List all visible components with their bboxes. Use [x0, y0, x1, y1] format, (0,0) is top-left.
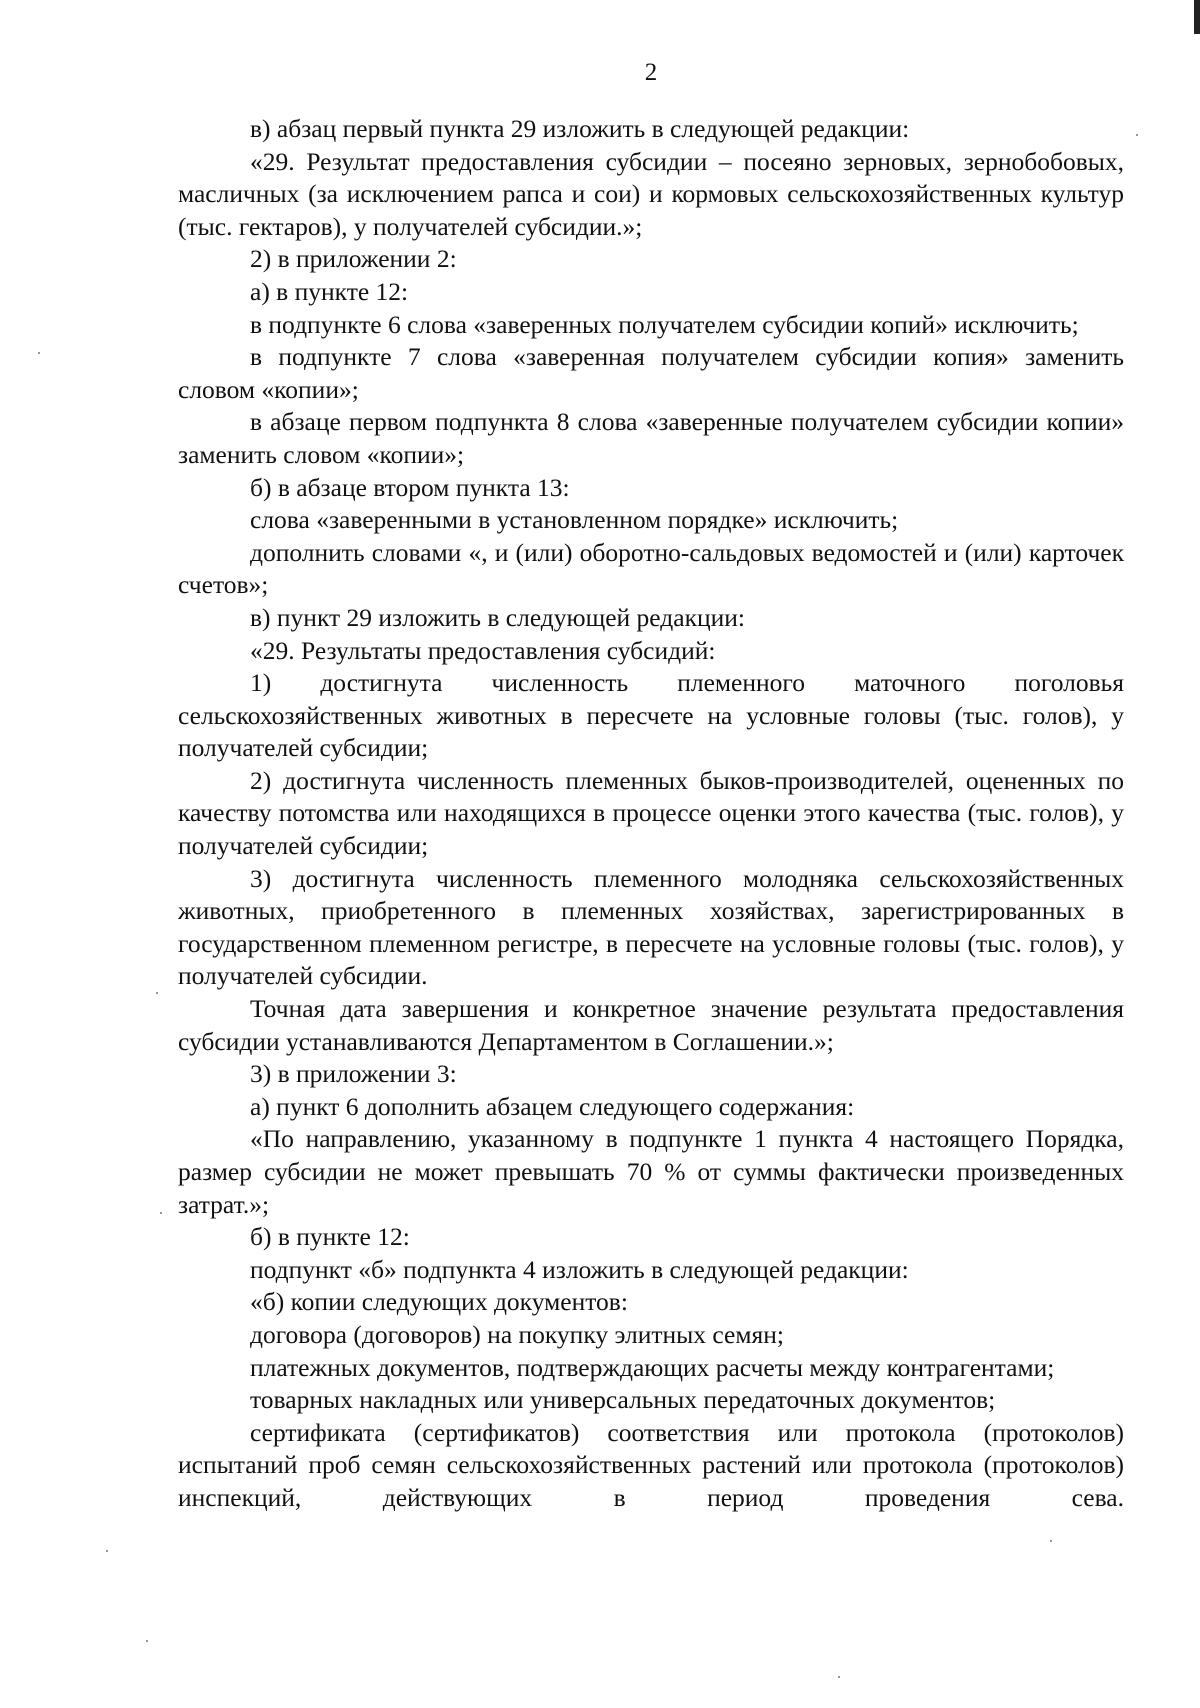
paragraph-9: слова «заверенными в установленном порядке» исключить; — [250, 505, 899, 535]
paragraph-5: в подпункте 6 слова «заверенных получателем субсидии копий» исключить; — [250, 309, 1079, 339]
paragraph-15: 3) достигнута численность племенного молодняка сельскохозяйственных животных, приобретенного в племенных хозяйствах, зарегистрированных в государственном племенном регистре, в пересчете на условные головы (тыс. голов), у получателей субсидии. — [178, 863, 1124, 991]
paragraph-3: 2) в приложении 2: — [250, 244, 457, 274]
page-number: 2 — [644, 59, 658, 86]
paragraph-21: подпункт «б» подпункта 4 изложить в следующей редакции: — [250, 1254, 909, 1284]
scan-speck — [106, 1550, 108, 1552]
scan-speck — [1136, 134, 1138, 136]
paragraph-18: а) пункт 6 дополнить абзацем следующего содержания: — [250, 1091, 855, 1121]
paragraph-7: в абзаце первом подпункта 8 слова «заверенные получателем субсидии копии» заменить словом «копии»; — [178, 407, 1124, 469]
paragraph-17: 3) в приложении 3: — [250, 1059, 457, 1089]
paragraph-23: договора (договоров) на покупку элитных семян; — [250, 1319, 784, 1349]
scan-edge-mark — [1194, 0, 1200, 34]
paragraph-8: б) в абзаце втором пункта 13: — [250, 472, 570, 502]
paragraph-25: товарных накладных или универсальных передаточных документов; — [250, 1385, 996, 1415]
paragraph-11: в) пункт 29 изложить в следующей редакции: — [250, 602, 745, 632]
paragraph-20: б) в пункте 12: — [250, 1222, 410, 1252]
paragraph-13: 1) достигнута численность племенного маточного поголовья сельскохозяйственных животных в пересчете на условные головы (тыс. голов), у получателей субсидии; — [178, 668, 1124, 763]
paragraph-24: платежных документов, подтверждающих расчеты между контрагентами; — [250, 1352, 1055, 1382]
paragraph-1: в) абзац первый пункта 29 изложить в следующей редакции: — [250, 114, 910, 143]
paragraph-22: «б) копии следующих документов: — [250, 1287, 628, 1317]
paragraph-19: «По направлению, указанному в подпункте 1 пункта 4 настоящего Порядка, размер субсидии не может превышать 70 % от суммы фактически произведенных затрат.»; — [178, 1124, 1124, 1219]
scan-speck — [160, 1212, 162, 1214]
paragraph-12: «29. Результаты предоставления субсидий: — [250, 635, 716, 665]
scan-speck — [838, 1676, 840, 1678]
paragraph-14: 2) достигнута численность племенных быков-производителей, оцененных по качеству потомства или находящихся в процессе оценки этого качества (тыс. голов), у получателей субсидии; — [178, 765, 1124, 861]
scan-speck — [156, 992, 158, 994]
paragraph-2: «29. Результат предоставления субсидии – посеяно зерновых, зернобобовых, масличных (за исключением рапса и сои) и кормовых сельскохозяйственных культур (тыс. гектаров), у получателей субсидии.»; — [178, 146, 1124, 241]
scan-speck — [1050, 1540, 1052, 1542]
paragraph-26: сертификата (сертификатов) соответствия или протокола (протоколов) испытаний проб семян сельскохозяйственных растений или протокола (протоколов) инспекций, действующих в период проведения сева. — [178, 1417, 1124, 1512]
scan-speck — [146, 1640, 148, 1642]
paragraph-16: Точная дата завершения и конкретное значение результата предоставления субсидии устанавливаются Департаментом в Соглашении.»; — [178, 994, 1124, 1056]
paragraph-6: в подпункте 7 слова «заверенная получателем субсидии копия» заменить словом «копии»; — [178, 342, 1124, 404]
scan-speck — [38, 352, 40, 354]
paragraph-4: а) в пункте 12: — [250, 276, 409, 306]
paragraph-10: дополнить словами «, и (или) оборотно-сальдовых ведомостей и (или) карточек счетов»; — [178, 537, 1124, 600]
